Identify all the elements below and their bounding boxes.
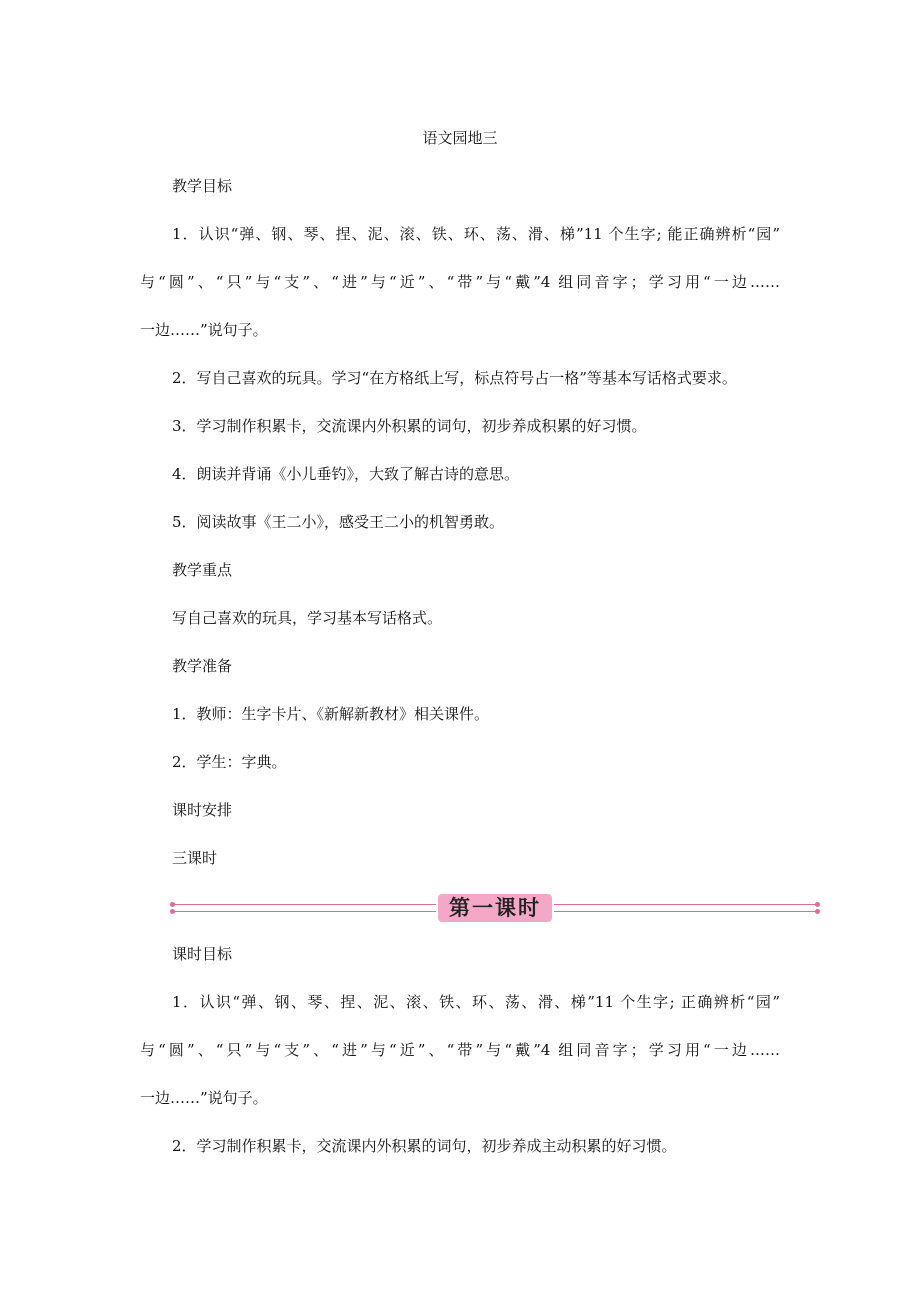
goals-heading: 教学目标 (172, 177, 233, 195)
prep-heading: 教学准备 (172, 657, 233, 675)
lesson-goals-heading: 课时目标 (172, 945, 233, 963)
lesson-goal-2: 2．学习制作积累卡，交流课内外积累的词句，初步养成主动积累的好习惯。 (172, 1137, 677, 1155)
page-title: 语文园地三 (422, 129, 498, 147)
goal-1-line-1: 1．认识“弹、钢、琴、捏、泥、滚、铁、环、荡、滑、梯”11 个生字; 能正确辨析“园” (172, 225, 780, 243)
lesson-goal-1-line-1: 1．认识“弹、钢、琴、捏、泥、滚、铁、环、荡、滑、梯”11 个生字; 正确辨析“园” (172, 993, 780, 1011)
goal-2: 2．写自己喜欢的玩具。学习“在方格纸上写，标点符号占一格”等基本写话格式要求。 (172, 369, 737, 387)
focus-heading: 教学重点 (172, 561, 233, 579)
goal-1-line-2: 与“圆”、“只”与“支”、“进”与“近”、“带”与“戴”4 组同音字；学习用“一边…… (140, 273, 780, 291)
banner-rule-right-top (554, 904, 816, 905)
focus-text: 写自己喜欢的玩具，学习基本写话格式。 (172, 609, 443, 627)
banner-rule-left-top (174, 904, 436, 905)
goal-5: 5．阅读故事《王二小》，感受王二小的机智勇敢。 (172, 513, 505, 531)
lesson-goal-1-line-2: 与“圆”、“只”与“支”、“进”与“近”、“带”与“戴”4 组同音字；学习用“一边…… (140, 1041, 780, 1059)
banner-dot-left-bottom (170, 909, 175, 914)
goal-1-line-3: 一边……”说句子。 (140, 321, 268, 339)
lesson-goal-1-line-3: 一边……”说句子。 (140, 1089, 268, 1107)
goal-3: 3．学习制作积累卡，交流课内外积累的词句，初步养成积累的好习惯。 (172, 417, 647, 435)
banner-dot-left-top (170, 902, 175, 907)
banner-dot-right-bottom (815, 909, 820, 914)
banner-label: 第一课时 (438, 894, 552, 922)
banner-dot-right-top (815, 902, 820, 907)
prep-item-1: 1．教师：生字卡片、《新解新教材》相关课件。 (172, 705, 490, 723)
schedule-text: 三课时 (172, 849, 218, 867)
goal-4: 4．朗读并背诵《小儿垂钓》，大致了解古诗的意思。 (172, 465, 520, 483)
prep-item-2: 2．学生：字典。 (172, 753, 287, 771)
banner-rule-right-bottom (554, 911, 816, 912)
schedule-heading: 课时安排 (172, 801, 233, 819)
lesson-banner (170, 894, 820, 922)
banner-rule-left-bottom (174, 911, 436, 912)
